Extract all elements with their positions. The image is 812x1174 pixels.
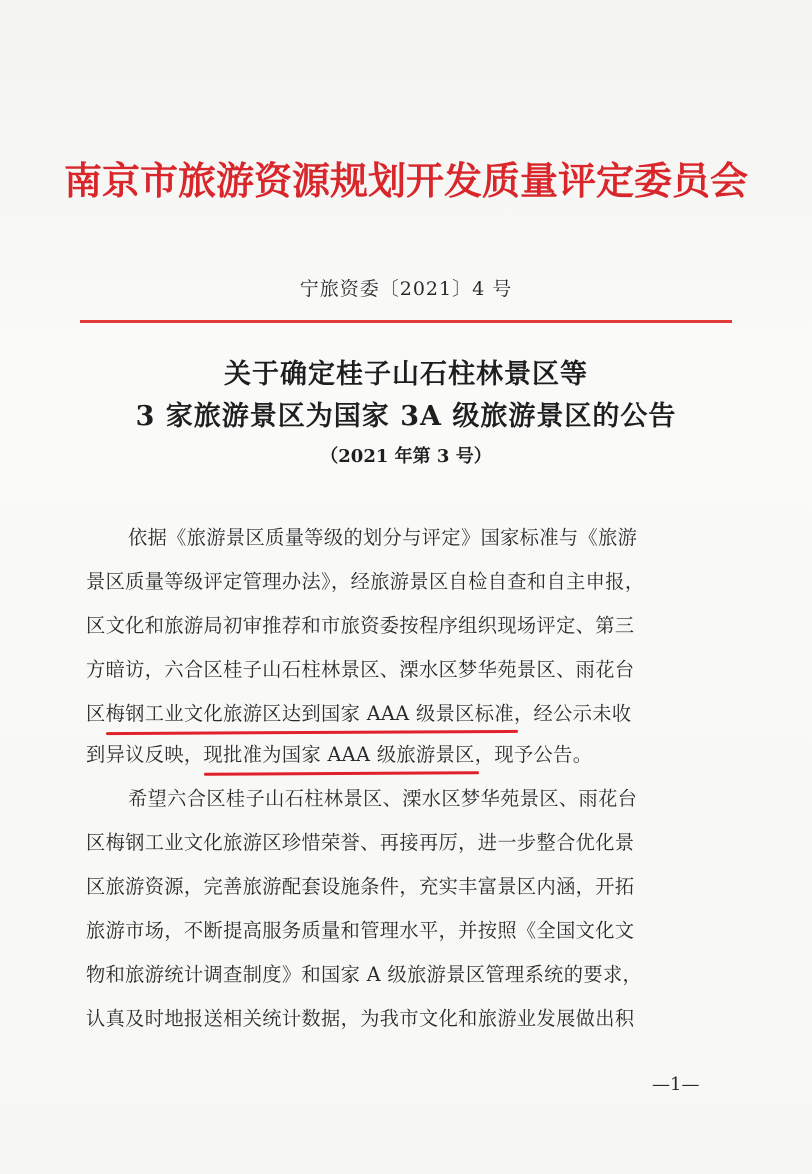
issue-number: （2021 年第 3 号） bbox=[320, 446, 492, 467]
paragraph-2-line-6: 认真及时地报送相关统计数据，为我市文化和旅游业发展做出积 bbox=[86, 1007, 635, 1030]
red-underline-mark bbox=[204, 771, 479, 775]
paragraph-2-line-3: 区旅游资源，完善旅游配套设施条件，充实丰富景区内涵，开拓 bbox=[86, 875, 635, 898]
highlighted-phrase-approval-text: 现批准为国家 AAA 级旅游景区 bbox=[203, 743, 475, 766]
paragraph-1-line-5 bbox=[86, 699, 726, 726]
paragraph-1-line-3: 区文化和旅游局初审推荐和市旅资委按程序组织现场评定、第三 bbox=[86, 614, 635, 637]
line-5-suffix: ，经公示未收 bbox=[513, 702, 632, 725]
line-5-prefix: 区 bbox=[86, 702, 106, 725]
issuing-organization-title: 南京市旅游资源规划开发质量评定委员会 bbox=[63, 158, 748, 203]
line-6-prefix: 到异议反映， bbox=[86, 743, 204, 766]
paragraph-1-line-4: 方暗访，六合区桂子山石柱林景区、溧水区梦华苑景区、雨花台 bbox=[86, 658, 635, 681]
headline-line-2: 3 家旅游景区为国家 3A 级旅游景区的公告 bbox=[135, 401, 677, 432]
paragraph-2-line-1: 希望六合区桂子山石柱林景区、溧水区梦华苑景区、雨花台 bbox=[128, 787, 638, 810]
paragraph-1-line-6 bbox=[86, 740, 726, 767]
highlighted-phrase-standard-text: 梅钢工业文化旅游区达到国家 AAA 级景区标准 bbox=[105, 702, 514, 725]
paragraph-1-line-1: 依据《旅游景区质量等级的划分与评定》国家标准与《旅游 bbox=[128, 526, 638, 549]
highlighted-phrase-approval bbox=[204, 740, 475, 767]
highlighted-phrase-standard bbox=[106, 699, 514, 726]
red-underline-mark bbox=[106, 730, 518, 735]
document-number: 宁旅资委〔2021〕4 号 bbox=[299, 278, 513, 300]
page-number: —1— bbox=[652, 1074, 700, 1095]
paragraph-2-line-4: 旅游市场，不断提高服务质量和管理水平，并按照《全国文化文 bbox=[86, 919, 635, 942]
red-divider-line bbox=[80, 320, 732, 323]
paragraph-2-line-2: 区梅钢工业文化旅游区珍惜荣誉、再接再厉，进一步整合优化景 bbox=[86, 831, 635, 854]
paragraph-2-line-5: 物和旅游统计调查制度》和国家 A 级旅游景区管理系统的要求， bbox=[86, 963, 643, 986]
line-6-suffix: ，现予公告。 bbox=[474, 743, 593, 766]
headline-line-1: 关于确定桂子山石柱林景区等 bbox=[224, 359, 588, 390]
paragraph-1-line-2: 景区质量等级评定管理办法》，经旅游景区自检自查和自主申报， bbox=[86, 570, 645, 593]
